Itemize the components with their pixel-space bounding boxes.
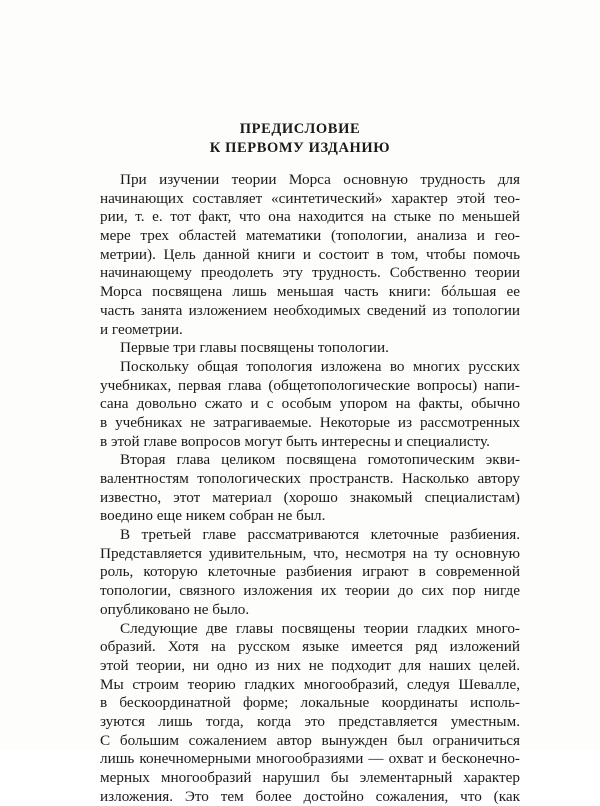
preface-body [100,171,520,806]
text-line: учебниках, первая глава (общетопологические вопросы) напи- [100,376,520,394]
text-line: лишь конечномерными многообразиями — охват и бесконечно- [100,750,520,768]
text-line: В третьей главе рассматриваются клеточные разбиения. [120,526,520,544]
text-line: в учебниках не затрагиваемые. Некоторые из рассмотренных [100,413,520,431]
text-line: часть занята изложением необходимых сведений из топологии [100,301,520,319]
text-line: При изучении теории Морса основную трудность для [120,171,520,188]
text-line: сана довольно сжато и с особым упором на факты, обычно [100,395,520,413]
text-line: зуются лишь тогда, когда это представляется уместным. [100,712,520,730]
text-line: в этой главе вопросов могут быть интересны и специалисту. [100,432,490,450]
text-line: Мы строим теорию гладких многообразий, следуя Шевалле, [100,675,520,693]
text-line: образий. Хотя на русском языке имеется ряд изложений [100,638,520,656]
text-line: изложения. Это тем более достойно сожаления, что (как [100,787,520,805]
text-line: и геометрии. [100,320,183,338]
text-line: С большим сожалением автор вынужден был ограничиться [100,731,520,749]
text-line: Следующие две главы посвящены теории гладких много- [120,619,520,637]
text-line: метрии). Цель данной книги и состоит в том, чтобы помочь [100,245,520,263]
text-line: воедино еще никем собран не был. [100,507,326,525]
text-line: рии, т. е. тот факт, что она находится на стыке по меньшей [100,208,520,226]
text-line: начинающему преодолеть эту трудность. Собственно теории [100,264,520,282]
heading-line-2: К ПЕРВОМУ ИЗДАНИЮ [209,140,391,156]
text-line: Вторая глава целиком посвящена гомотопическим экви- [120,451,520,469]
text-line: валентностям топологических пространств. Насколько автору [100,470,520,487]
text-line: этой теории, ни одно из них не подходит для наших целей. [100,656,520,674]
text-line: в бескоординатной форме; локальные координаты исполь- [100,694,520,712]
text-line: Представляется удивительным, что, несмотря на ту основную [100,544,520,562]
text-line: известно, этот материал (хорошо знакомый специалистам) [100,488,520,506]
text-line: мере трех областей математики (топологии, анализа и гео- [100,227,520,245]
preface-heading [0,120,600,158]
text-line: роль, которую клеточные разбиения играют в современной [100,563,520,581]
text-line: мерных многообразий нарушил бы элементарный характер [100,769,520,786]
text-line: начинающих составляет «синтетический» характер этой тео- [100,189,520,207]
text-line: Поскольку общая топология изложена во многих русских [120,357,520,375]
text-line: опубликовано не было. [100,600,250,618]
text-line: Первые три главы посвящены топологии. [120,339,389,357]
heading-line-1: ПРЕДИСЛОВИЕ [239,121,361,137]
text-line: Морса посвящена лишь меньшая часть книги: бóльшая ее [100,283,520,301]
text-line: топологии, связного изложения их теории до сих пор нигде [100,582,520,600]
